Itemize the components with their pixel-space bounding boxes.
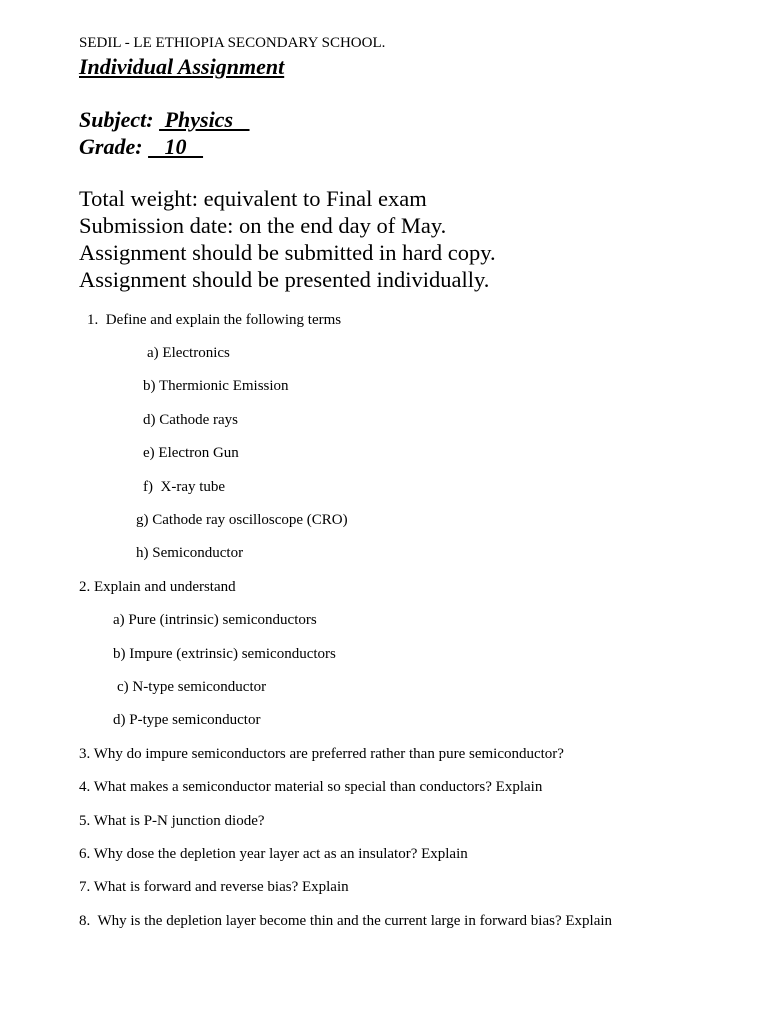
question-3: 3. Why do impure semiconductors are preferred rather than pure semiconductor? xyxy=(79,746,564,762)
grade-label: Grade: xyxy=(79,134,143,159)
assignment-title: Individual Assignment xyxy=(79,54,285,79)
question-1-item: a) Electronics xyxy=(147,345,230,361)
subject-value: Physics xyxy=(159,107,250,132)
question-2: 2. Explain and understand xyxy=(79,579,236,595)
question-1: 1. Define and explain the following terms xyxy=(87,312,342,328)
question-1-item: d) Cathode rays xyxy=(143,412,238,428)
info-individual: Assignment should be presented individually. xyxy=(79,267,490,292)
question-1-item: b) Thermionic Emission xyxy=(143,378,289,394)
question-4: 4. What makes a semiconductor material so special than conductors? Explain xyxy=(79,779,543,795)
question-1-item: g) Cathode ray oscilloscope (CRO) xyxy=(136,512,348,528)
question-6: 6. Why dose the depletion year layer act as an insulator? Explain xyxy=(79,846,468,862)
question-8: 8. Why is the depletion layer become thin and the current large in forward bias? Explain xyxy=(79,913,613,929)
info-hard-copy: Assignment should be submitted in hard copy. xyxy=(79,240,496,265)
info-total-weight: Total weight: equivalent to Final exam xyxy=(79,186,427,211)
subject-label: Subject: xyxy=(79,107,154,132)
question-1-item: f) X-ray tube xyxy=(143,479,226,495)
question-2-item: d) P-type semiconductor xyxy=(113,712,261,728)
question-2-item: b) Impure (extrinsic) semiconductors xyxy=(113,646,336,662)
question-7: 7. What is forward and reverse bias? Explain xyxy=(79,879,349,895)
school-name: SEDIL - LE ETHIOPIA SECONDARY SCHOOL. xyxy=(79,35,386,51)
question-2-item: a) Pure (intrinsic) semiconductors xyxy=(113,612,317,628)
question-5: 5. What is P-N junction diode? xyxy=(79,813,265,829)
question-2-item: c) N-type semiconductor xyxy=(117,679,267,695)
subject-line xyxy=(79,109,250,131)
question-1-item: h) Semiconductor xyxy=(136,545,244,561)
info-submission-date: Submission date: on the end day of May. xyxy=(79,213,447,238)
grade-value: 10 xyxy=(148,134,204,159)
question-1-item: e) Electron Gun xyxy=(143,445,239,461)
grade-line xyxy=(79,136,203,158)
